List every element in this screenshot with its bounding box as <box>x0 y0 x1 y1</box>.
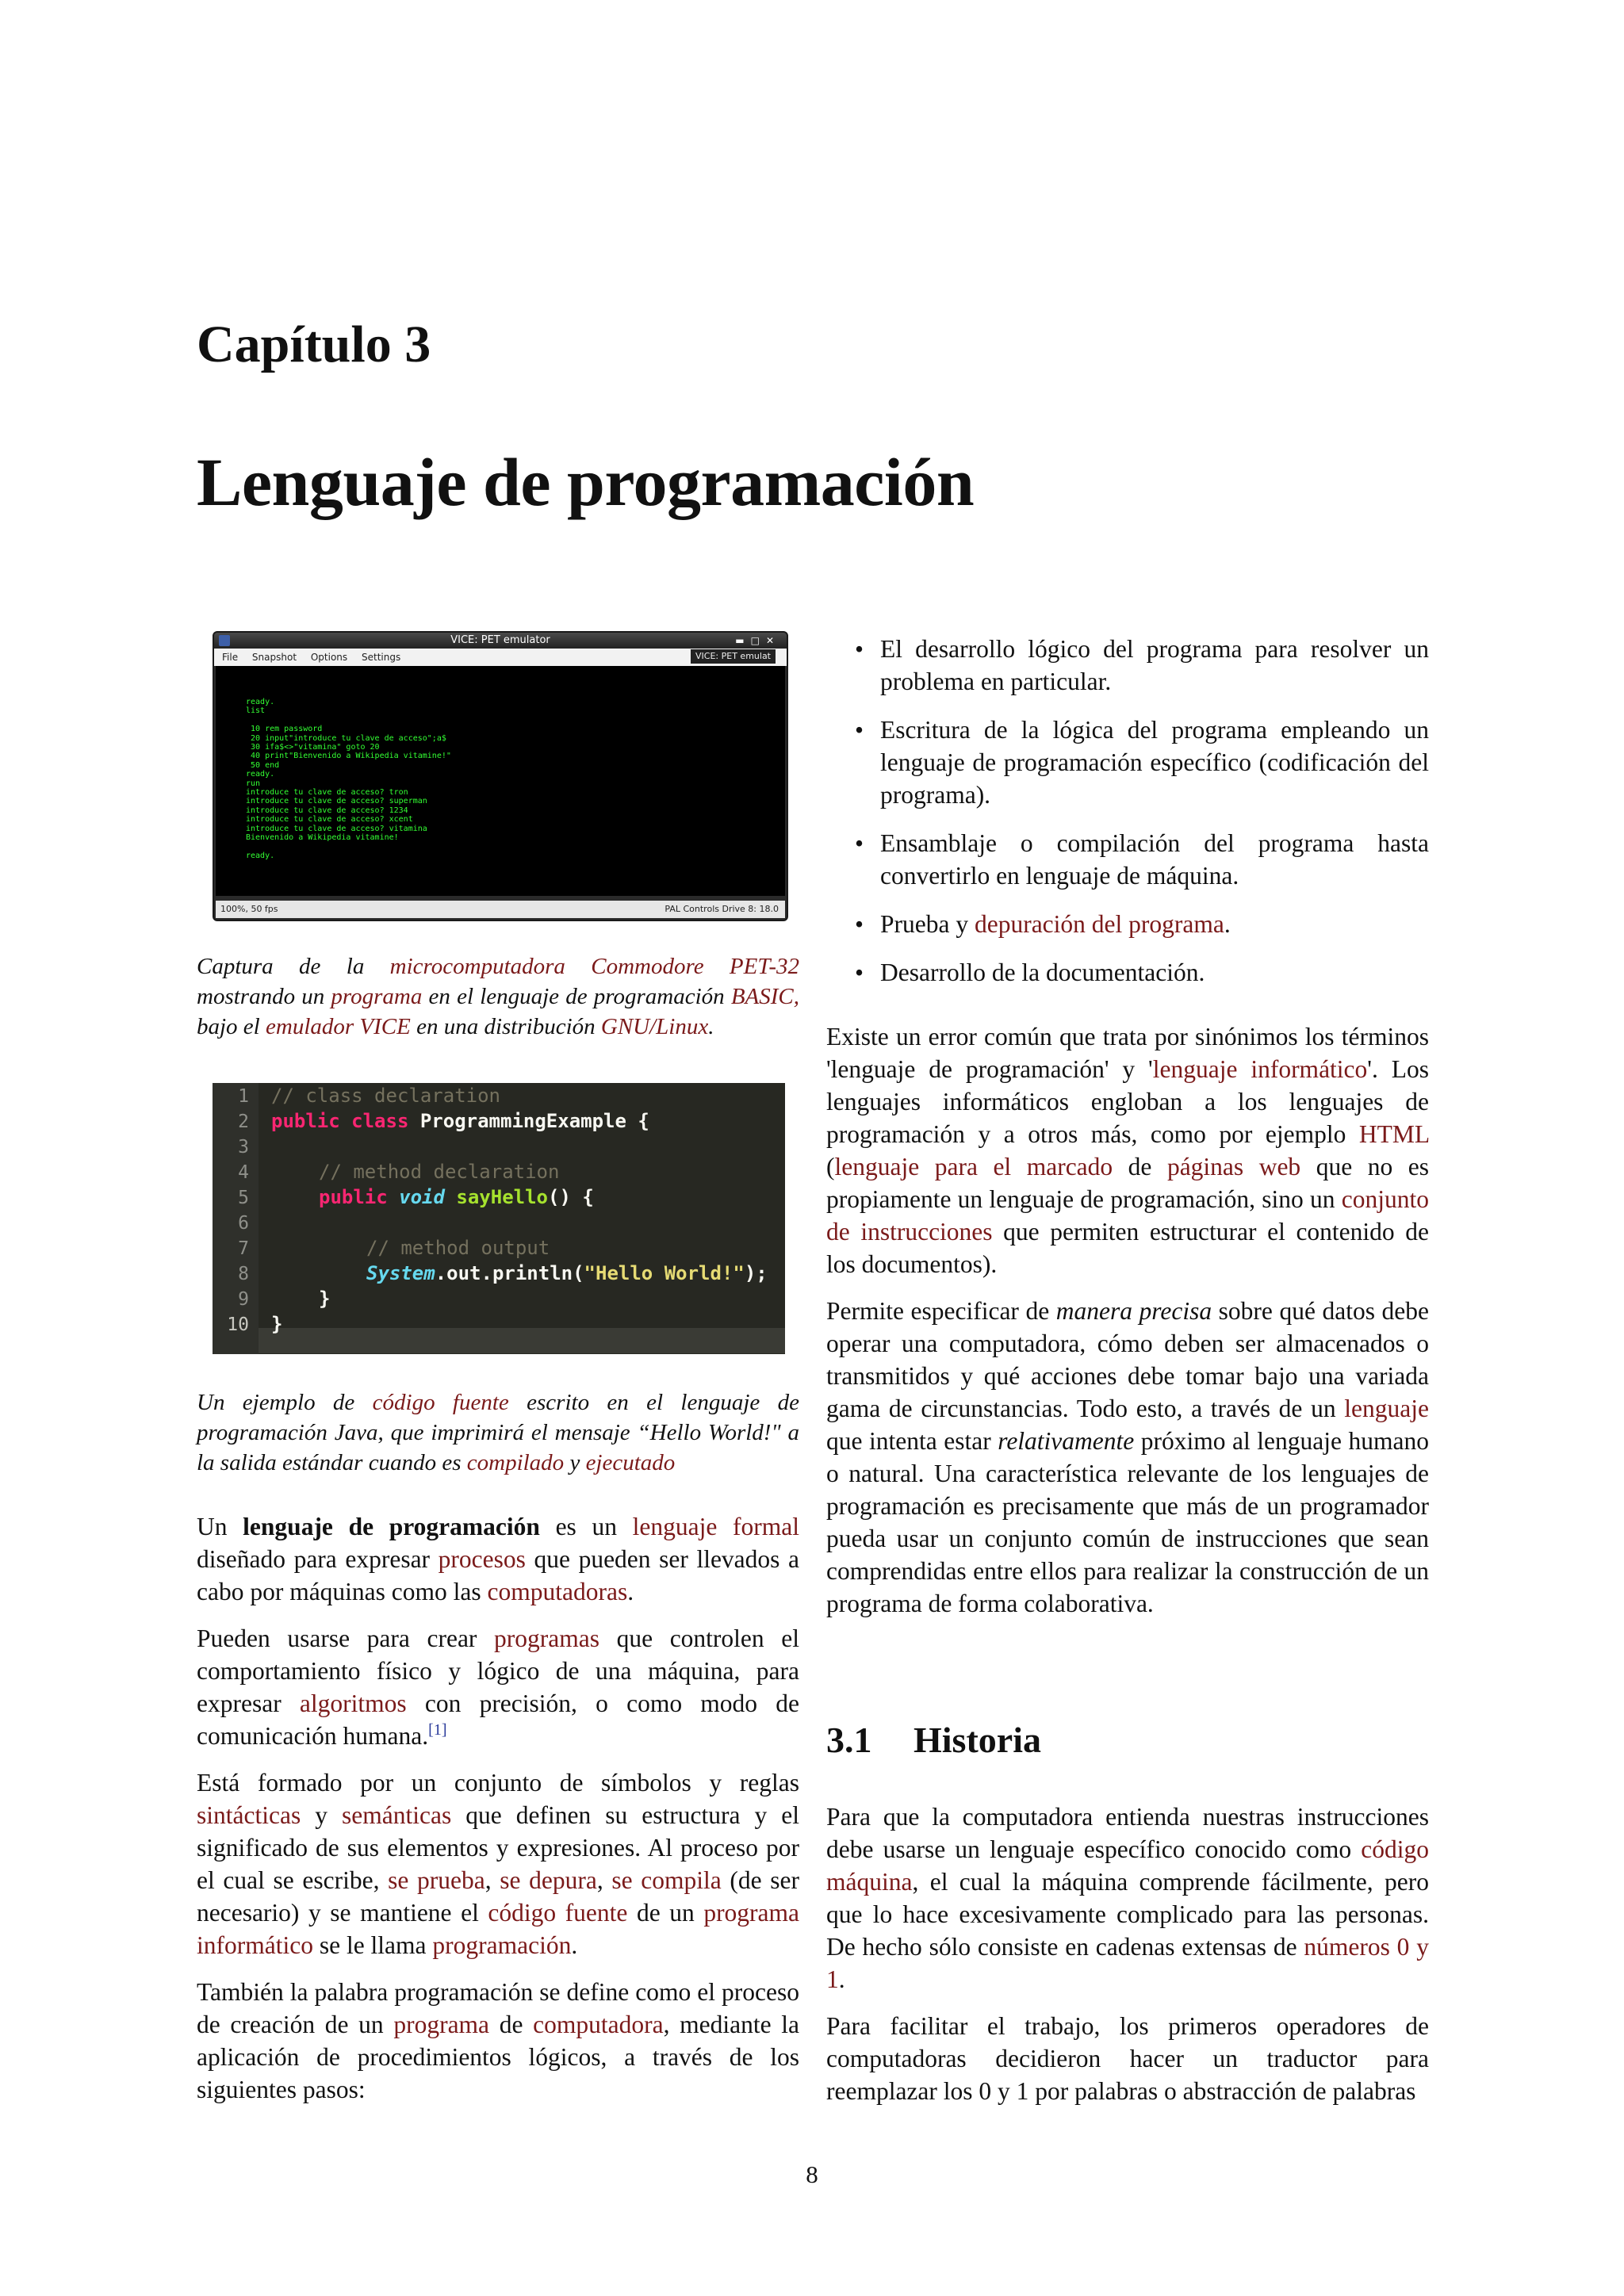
code-line-5: public void sayHello() { <box>319 1186 594 1208</box>
section-heading <box>826 1722 1041 1758</box>
link-programas[interactable]: programas <box>494 1624 599 1652</box>
line-number: 7 <box>238 1238 249 1259</box>
code-line-7: // method output <box>366 1237 550 1259</box>
link-se-compila[interactable]: se compila <box>611 1866 722 1894</box>
link-semanticas[interactable]: semánticas <box>342 1801 452 1829</box>
figure2-caption: Un ejemplo de código fuente escrito en el lenguaje de programación Java, que imprimirá el mensaje “Hello World!" a la salida estándar cuando es compilado y ejecutado <box>197 1390 799 1475</box>
link-lenguaje-formal[interactable]: lenguaje formal <box>632 1513 799 1540</box>
link-codigo-maquina[interactable]: código máquina <box>826 1835 1429 1896</box>
menu-options: Options <box>310 652 348 663</box>
link-gnu-linux[interactable]: GNU/Linux <box>600 1014 709 1039</box>
basic-program-text: ready. list 10 rem password 20 input"introduce tu clave de acceso";a$ 30 ifa$<>"vitamina" goto 20 40 print"Bienvenido a Wikipedia vitamine!" 50 end ready. run introduce tu clave de acceso? tron introduce tu clave de acceso? superman introduce tu clave de acceso? 1234 introduce tu clave de acceso? xcent introduce tu clave de acceso? vitamina Bienvenido a Wikipedia vitamine! ready. <box>246 698 451 860</box>
status-bar <box>216 901 785 918</box>
paragraph: Está formado por un conjunto de símbolos y reglas sintácticas y semánticas que definen su estructura y el significado de sus elementos y expresiones. Al proceso por el cual se escribe, se prueba, se depura, se compila (de ser necesario) y se mantiene el código fuente de un programa informático se le llama programación. <box>197 1769 800 1959</box>
code-line-2: public class ProgrammingExample { <box>271 1110 649 1132</box>
window-tab: VICE: PET emulat <box>691 649 776 664</box>
paragraph: Permite especificar de manera precisa sobre qué datos debe operar una computadora, cómo deben ser almacenados o transmitidos y qué acciones debe tomar bajo una variada gama de circunstancias. Todo esto, a través de un lenguaje que intenta estar relativamente próximo al lenguaje humano o natural. Una característica relevante de los lenguajes de programación es precisamente que más de un programador pueda usar un conjunto común de instrucciones que sean comprendidas entre ellos para realizar la construcción de un programa de forma colaborativa. <box>826 1297 1430 1617</box>
menu-settings: Settings <box>362 652 401 663</box>
paragraph: Para facilitar el trabajo, los primeros operadores de computadoras decidieron hacer un traductor para reemplazar los 0 y 1 por palabras o abstracción de palabras <box>826 2012 1429 2105</box>
line-number: 6 <box>238 1213 249 1234</box>
link-lenguaje[interactable]: lenguaje <box>1344 1395 1429 1422</box>
link-computadora[interactable]: computadora <box>533 2011 664 2038</box>
figure1-caption: Captura de la microcomputadora Commodore PET-32 mostrando un programa en el lenguaje de programación BASIC, bajo el emulador VICE en una distribución GNU/Linux. <box>197 954 799 1039</box>
left-column <box>197 1510 799 2120</box>
link-html[interactable]: HTML <box>1358 1120 1429 1148</box>
window-controls-icon: ▬□✕ <box>735 635 780 646</box>
list-item: • Prueba y depuración del programa. <box>826 908 1429 940</box>
link-programacion[interactable]: programación <box>432 1931 572 1959</box>
right-column-text <box>826 1020 1429 1634</box>
list-item: • Ensamblaje o compilación del programa hasta convertirlo en lenguaje de máquina. <box>826 827 1429 892</box>
paragraph: Para que la computadora entienda nuestras instrucciones debe usarse un lenguaje específico conocido como código máquina, el cual la máquina comprende fácilmente, pero que lo hace excesivamente complicado para las personas. De hecho sólo consiste en cadenas extensas de números 0 y 1. <box>826 1803 1429 1993</box>
link-compilado[interactable]: compilado <box>466 1450 565 1475</box>
list-item: • Escritura de la lógica del programa empleando un lenguaje de programación específico (codificación del programa). <box>826 714 1429 811</box>
steps-list <box>826 633 1429 989</box>
link-lenguaje-informatico[interactable]: lenguaje informático <box>1152 1055 1368 1083</box>
current-line-highlight <box>213 1328 785 1353</box>
code-line-8: System.out.println("Hello World!"); <box>366 1262 768 1284</box>
menu-file: File <box>222 652 239 663</box>
section-text <box>826 1800 1429 2122</box>
link-se-depura[interactable]: se depura <box>500 1866 597 1894</box>
link-codigo-fuente[interactable]: código fuente <box>488 1899 628 1927</box>
paragraph: Pueden usarse para crear programas que controlen el comportamiento físico y lógico de una máquina, para expresar algoritmos con precisión, o como modo de comunicación humana.[1] <box>197 1624 799 1750</box>
link-conjunto-instrucciones[interactable]: conjunto de instrucciones <box>826 1185 1429 1246</box>
line-number: 2 <box>238 1112 249 1132</box>
link-commodore-pet[interactable]: microcomputadora Commodore PET-32 <box>389 954 799 979</box>
link-numeros-0-y-1[interactable]: números 0 y 1 <box>826 1933 1429 1993</box>
emulator-screen <box>216 666 785 896</box>
chapter-title: Lenguaje de programación <box>197 444 975 520</box>
paragraph: También la palabra programación se define como el proceso de creación de un programa de computadora, mediante la aplicación de procedimientos lógicos, a través de los siguientes pasos: <box>197 1978 799 2103</box>
line-number: 4 <box>238 1162 249 1183</box>
link-programa[interactable]: programa <box>393 2011 490 2038</box>
link-emulador-vice[interactable]: emulador VICE <box>266 1014 411 1039</box>
link-ejecutado[interactable]: ejecutado <box>585 1450 676 1475</box>
section-title: Historia <box>914 1720 1041 1760</box>
steps-list-container <box>826 633 1429 1004</box>
list-item: • Desarrollo de la documentación. <box>826 956 1429 989</box>
status-fps: 100%, 50 fps <box>220 904 278 914</box>
citation-link[interactable]: [1] <box>428 1721 447 1739</box>
app-icon <box>219 635 230 646</box>
line-number: 10 <box>227 1314 249 1335</box>
status-drive: PAL Controls Drive 8: 18.0 <box>665 904 779 914</box>
link-se-prueba[interactable]: se prueba <box>388 1866 485 1894</box>
window-titlebar <box>214 633 787 649</box>
link-computadoras[interactable]: computadoras <box>487 1578 628 1605</box>
link-procesos[interactable]: procesos <box>438 1545 526 1573</box>
section-number: 3.1 <box>826 1720 872 1760</box>
chapter-label: Capítulo 3 <box>197 316 431 373</box>
menu-snapshot: Snapshot <box>251 652 297 663</box>
link-algoritmos[interactable]: algoritmos <box>299 1689 407 1717</box>
list-item: • El desarrollo lógico del programa para resolver un problema en particular. <box>826 633 1429 698</box>
vice-emulator-screenshot <box>213 631 788 921</box>
term-lenguaje-de-programacion: lenguaje de programación <box>243 1513 540 1540</box>
line-number: 5 <box>238 1188 249 1208</box>
code-line-10: } <box>271 1313 283 1335</box>
link-programa[interactable]: programa <box>331 984 423 1009</box>
java-code-screenshot <box>213 1083 785 1354</box>
link-sintacticas[interactable]: sintácticas <box>197 1801 301 1829</box>
link-programa-informatico[interactable]: programa informático <box>197 1899 800 1959</box>
link-basic[interactable]: BASIC, <box>730 984 799 1009</box>
line-number: 9 <box>238 1289 249 1310</box>
link-lenguaje-marcado[interactable]: lenguaje para el marcado <box>834 1153 1113 1181</box>
link-codigo-fuente[interactable]: código fuente <box>372 1390 509 1415</box>
paragraph: Un lenguaje de programación es un lenguaje formal diseñado para expresar procesos que pueden ser llevados a cabo por máquinas como las computadoras. <box>197 1513 799 1605</box>
code-line-1: // class declaration <box>271 1085 500 1107</box>
window-title: VICE: PET emulator <box>450 634 550 646</box>
code-line-4: // method declaration <box>319 1161 560 1183</box>
link-paginas-web[interactable]: páginas web <box>1166 1153 1301 1181</box>
menu-bar <box>214 649 787 666</box>
code-line-9: } <box>319 1288 331 1310</box>
line-number: 8 <box>238 1264 249 1284</box>
paragraph: Existe un error común que trata por sinónimos los términos 'lenguaje de programación' y 'lenguaje informático'. Los lenguajes informáticos engloban a los lenguajes de programación y a otros más, como por ejemplo HTML (lenguaje para el marcado de páginas web que no es propiamente un lenguaje de programación, sino un conjunto de instrucciones que permiten estructurar el contenido de los documentos). <box>826 1023 1429 1278</box>
link-depuracion[interactable]: depuración del programa <box>974 910 1224 938</box>
line-number: 1 <box>238 1086 249 1107</box>
page-number: 8 <box>806 2160 818 2188</box>
line-number: 3 <box>238 1137 249 1158</box>
